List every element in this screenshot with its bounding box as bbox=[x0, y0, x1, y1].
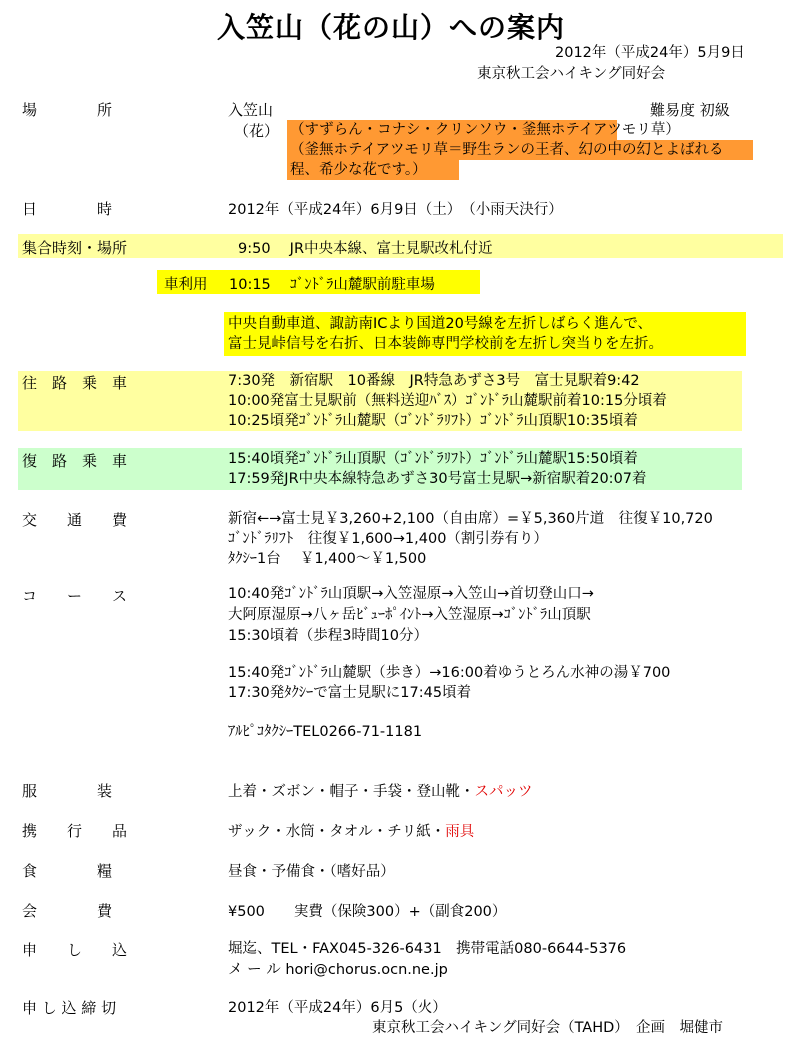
apply-contact: 堀迄、TEL・FAX045-326-6431 携帯電話080-6644-5376 bbox=[228, 941, 627, 957]
fare-line-2: ｺﾞﾝﾄﾞﾗﾘﾌﾄ 往復￥1,600→1,400（割引券有り） bbox=[228, 531, 548, 547]
return-label: 復 路 乗 車 bbox=[22, 452, 128, 470]
outbound-line-1: 7:30発 新宿駅 10番線 JR特急あずさ3号 富士見駅着9:42 bbox=[228, 373, 640, 389]
food-value: 昼食・予備食・（嗜好品） bbox=[228, 864, 395, 880]
mail-address: hori@chorus.ocn.ne.jp bbox=[285, 962, 448, 978]
course-label: コ ー ス bbox=[22, 587, 128, 605]
course-line-4: 15:40発ｺﾞﾝﾄﾞﾗ山麓駅（歩き）→16:00着ゆうとろん水神の湯￥700 bbox=[228, 665, 671, 681]
organization-name: 東京秋工会ハイキング同好会 bbox=[477, 66, 666, 82]
deadline-value: 2012年（平成24年）6月5（火） bbox=[228, 1000, 447, 1016]
fee-label: 会 費 bbox=[22, 902, 113, 920]
mountain-name: 入笠山 bbox=[228, 101, 274, 119]
meeting-label: 集合時刻・場所 bbox=[22, 239, 128, 257]
flowers-line-2: （釜無ホテイアツモリ草＝野生ランの王者、幻の中の幻とよばれる bbox=[290, 142, 724, 158]
course-line-5: 17:30発ﾀｸｼｰで富士見駅に17:45頃着 bbox=[228, 685, 472, 701]
flower-label: （花） bbox=[234, 122, 280, 140]
fare-line-1: 新宿←→富士見￥3,260+2,100（自由席）=￥5,360片道 往復￥10,720 bbox=[228, 511, 713, 527]
mail-label: メ ー ル bbox=[228, 962, 281, 978]
outbound-line-3: 10:25頃発ｺﾞﾝﾄﾞﾗ山麓駅（ｺﾞﾝﾄﾞﾗﾘﾌﾄ）ｺﾞﾝﾄﾞﾗ山頂駅10:35頃着 bbox=[228, 413, 638, 429]
outbound-label: 往 路 乗 車 bbox=[22, 374, 128, 392]
clothing-highlight: スパッツ bbox=[474, 784, 533, 800]
belongings-label: 携 行 品 bbox=[22, 822, 128, 840]
taxi-contact: ｱﾙﾋﾟｺﾀｸｼｰTEL0266-71-1181 bbox=[228, 724, 423, 740]
course-line-2: 大阿原湿原→八ヶ岳ﾋﾞｭｰﾎﾟｲﾝﾄ→入笠湿原→ｺﾞﾝﾄﾞﾗ山頂駅 bbox=[228, 607, 591, 623]
apply-label: 申 し 込 bbox=[22, 941, 128, 959]
page-title: 入笠山（花の山）への案内 bbox=[217, 11, 566, 44]
datetime-label: 日 時 bbox=[22, 200, 113, 218]
flowers-line-1: （すずらん・コナシ・クリンソウ・釜無ホテイアツモリ草） bbox=[290, 122, 680, 138]
footer-organizer: 東京秋工会ハイキング同好会（TAHD） 企画 堀健市 bbox=[372, 1020, 724, 1036]
flowers-line-3: 程、希少な花です。） bbox=[290, 162, 427, 178]
fare-line-3: ﾀｸｼｰ1台 ￥1,400～￥1,500 bbox=[228, 551, 427, 567]
return-line-2: 17:59発JR中央本線特急あずさ30号富士見駅→新宿駅着20:07着 bbox=[228, 471, 647, 487]
apply-mail-row bbox=[228, 958, 448, 979]
fee-value: ¥500 実費（保険300）+（副食200） bbox=[228, 904, 507, 920]
document-date: 2012年（平成24年）5月9日 bbox=[555, 45, 745, 61]
place-label: 場 所 bbox=[22, 101, 113, 119]
meeting-value: 9:50 JR中央本線、富士見駅改札付近 bbox=[238, 241, 493, 257]
food-label: 食 糧 bbox=[22, 862, 113, 880]
car-label: 車利用 bbox=[164, 277, 208, 293]
course-line-3: 15:30頃着（歩程3時間10分） bbox=[228, 628, 428, 644]
outbound-line-2: 10:00発富士見駅前（無料送迎ﾊﾞｽ）ｺﾞﾝﾄﾞﾗ山麓駅前着10:15分頃着 bbox=[228, 393, 667, 409]
belongings-value: ザック・水筒・タオル・チリ紙・雨具 bbox=[228, 824, 475, 840]
route-line-1: 中央自動車道、諏訪南ICより国道20号線を左折しばらく進んで、 bbox=[228, 316, 653, 332]
course-line-1: 10:40発ｺﾞﾝﾄﾞﾗ山頂駅→入笠湿原→入笠山→首切登山口→ bbox=[228, 586, 594, 602]
route-line-2: 富士見峠信号を右折、日本装飾専門学校前を左折し突当りを左折。 bbox=[228, 336, 663, 352]
belongings-highlight: 雨具 bbox=[445, 824, 475, 840]
clothing-label: 服 装 bbox=[22, 782, 113, 800]
clothing-value: 上着・ズボン・帽子・手袋・登山靴・スパッツ bbox=[228, 784, 533, 800]
datetime-value: 2012年（平成24年）6月9日（土） （小雨天決行） bbox=[228, 202, 563, 218]
difficulty: 難易度 初級 bbox=[650, 101, 730, 119]
return-line-1: 15:40頃発ｺﾞﾝﾄﾞﾗ山頂駅（ｺﾞﾝﾄﾞﾗﾘﾌﾄ）ｺﾞﾝﾄﾞﾗ山麓駅15:50頃着 bbox=[228, 451, 638, 467]
car-value: 10:15 ｺﾞﾝﾄﾞﾗ山麓駅前駐車場 bbox=[229, 277, 435, 293]
fare-label: 交 通 費 bbox=[22, 511, 128, 529]
deadline-label: 申 し 込 締 切 bbox=[22, 999, 117, 1017]
